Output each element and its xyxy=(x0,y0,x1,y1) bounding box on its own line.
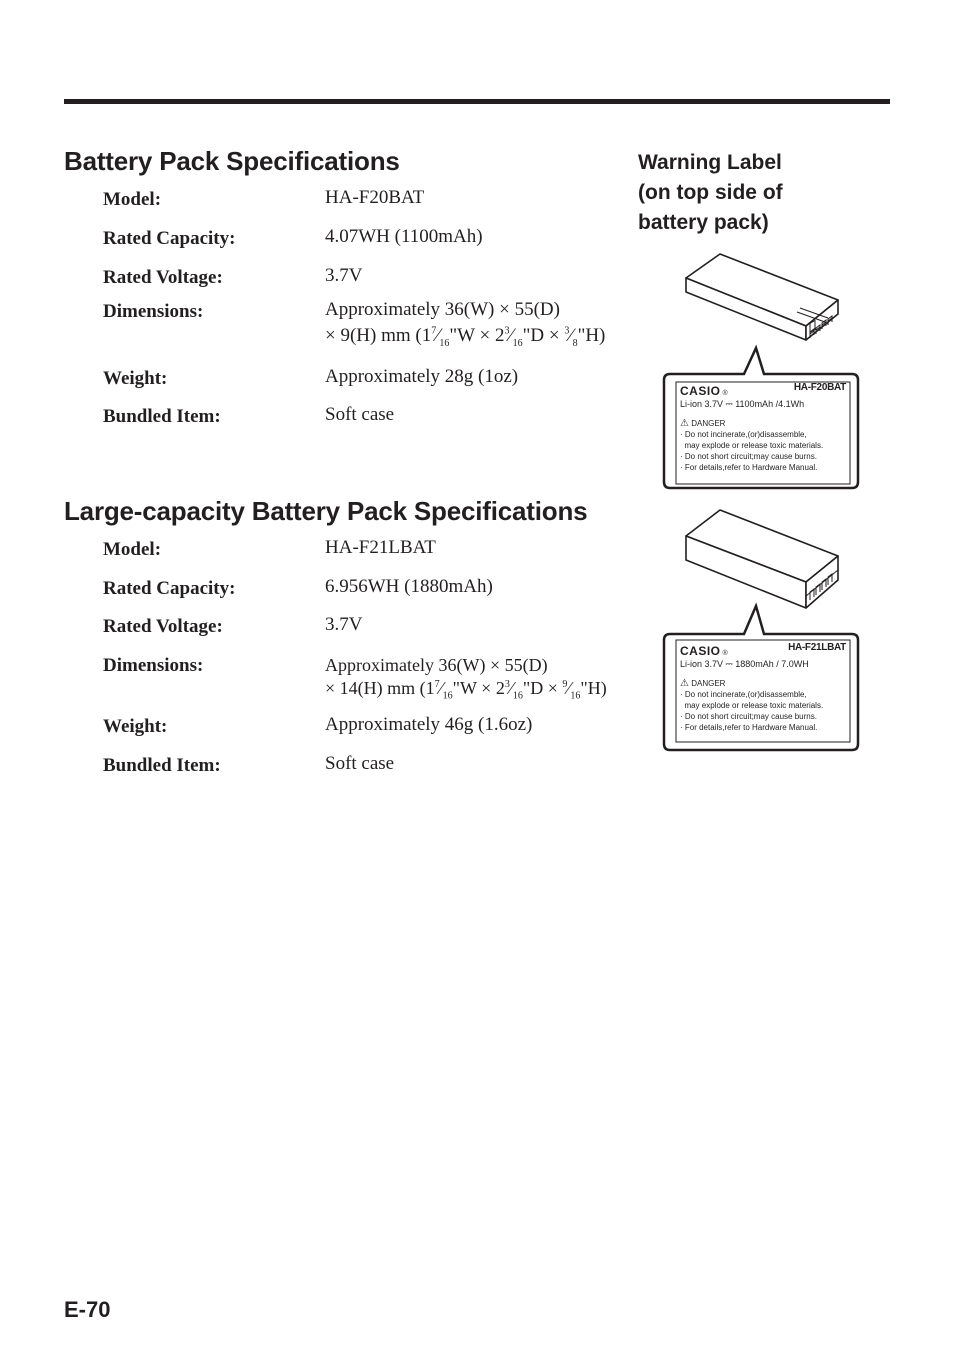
spec1-capacity-label: Rated Capacity: xyxy=(103,228,236,249)
label1-spec: Li-ion 3.7V ⎓ 1100mAh /4.1Wh xyxy=(680,399,805,409)
spec1-dimensions-value-line2: × 9(H) mm ($1^7⁄_{16}"W$ × $2^3⁄_{16}"D$ × $^3⁄_8"H$) xyxy=(325,325,606,349)
section-title-battery-pack: Battery Pack Specifications xyxy=(64,146,400,176)
spec2-weight-value: Approximately 46g (1.6oz) xyxy=(325,714,533,735)
spec2-dimensions-label: Dimensions: xyxy=(103,655,204,676)
spec2-dimensions-value-line2: × 14(H) mm ($1^7⁄_{16}"W$ × $2^3⁄_{16}"D$ × $^9⁄_{16}"H$) xyxy=(325,678,607,702)
spec2-capacity-value: 6.956WH (1880mAh) xyxy=(325,576,493,597)
label2-danger: ⚠ DANGER xyxy=(680,678,726,689)
label1-model: HA-F20BAT xyxy=(793,382,846,393)
page-number: E-70 xyxy=(64,1297,111,1322)
spec1-dimensions-value: Approximately 36(W) × 55(D) xyxy=(325,299,560,320)
label1-danger: ⚠ DANGER xyxy=(680,418,726,429)
spec1-voltage-value: 3.7V xyxy=(325,265,363,286)
warning-label-2: CASIO ® HA-F21LBAT Li-ion 3.7V ⎓ 1880mAh / 7.0WH ⚠ DANGER · Do not incinerate,(or)disassemble, may explode or release toxic materials. · Do not short circuit;may cause burns. · For details,refer to Hardware Manual. xyxy=(680,642,850,733)
spec2-weight-label: Weight: xyxy=(103,716,168,737)
label2-text: · Do not incinerate,(or)disassemble, may explode or release toxic materials. · Do not short circuit;may cause burns. · For details,refer to Hardware Manual. xyxy=(680,690,824,732)
warning-triangle-icon: ⚠ xyxy=(680,418,689,429)
label1-text: · Do not incinerate,(or)disassemble, may explode or release toxic materials. · Do not short circuit;may cause burns. · For details,refer to Hardware Manual. xyxy=(680,430,824,472)
spec1-model-value: HA-F20BAT xyxy=(325,187,425,208)
spec1-capacity-value: 4.07WH (1100mAh) xyxy=(325,226,483,247)
top-rule xyxy=(64,99,890,104)
spec2-voltage-value: 3.7V xyxy=(325,614,363,635)
spec2-bundled-label: Bundled Item: xyxy=(103,755,221,776)
spec2-voltage-label: Rated Voltage: xyxy=(103,616,223,637)
warning-label-1: CASIO ® HA-F20BAT Li-ion 3.7V ⎓ 1100mAh /4.1Wh ⚠ DANGER · Do not incinerate,(or)disassemble, may explode or release toxic materials. · Do not short circuit;may cause burns. · For details,refer to Hardware Manual. xyxy=(680,382,850,473)
casio-logo: CASIO xyxy=(680,384,721,398)
casio-logo: CASIO xyxy=(680,644,721,658)
warning-label-title: Warning Label (on top side of battery pack) xyxy=(638,151,783,234)
spec2-model-value: HA-F21LBAT xyxy=(325,537,436,558)
spec1-bundled-label: Bundled Item: xyxy=(103,406,221,427)
spec1-model-label: Model: xyxy=(103,189,162,210)
spec1-dimensions-label: Dimensions: xyxy=(103,301,204,322)
label2-spec: Li-ion 3.7V ⎓ 1880mAh / 7.0WH xyxy=(680,659,809,669)
spec2-dimensions-value: Approximately 36(W) × 55(D) xyxy=(325,655,548,675)
spec1-weight-value: Approximately 28g (1oz) xyxy=(325,366,519,387)
spec2-model-label: Model: xyxy=(103,539,162,560)
spec1-voltage-label: Rated Voltage: xyxy=(103,267,223,288)
spec2-bundled-value: Soft case xyxy=(325,753,395,774)
label2-model: HA-F21LBAT xyxy=(788,642,846,653)
section-title-large-capacity: Large-capacity Battery Pack Specifications xyxy=(64,496,588,526)
warning-triangle-icon: ⚠ xyxy=(680,678,689,689)
spec1-bundled-value: Soft case xyxy=(325,404,395,425)
spec2-capacity-label: Rated Capacity: xyxy=(103,578,236,599)
spec1-weight-label: Weight: xyxy=(103,368,168,389)
